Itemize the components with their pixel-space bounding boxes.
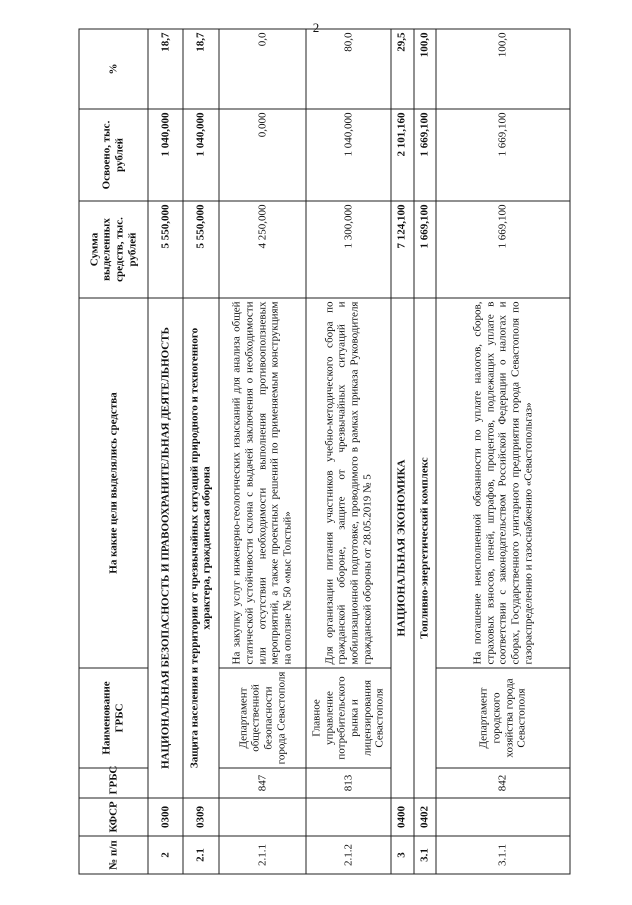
header-pct: % xyxy=(79,29,148,109)
cell-num: 2.1 xyxy=(183,836,218,874)
cell-pct: 29,5 xyxy=(391,29,414,109)
cell-spent: 1 040,000 xyxy=(306,109,390,201)
cell-spent: 1 669,100 xyxy=(414,109,437,201)
header-grbs: ГРБС xyxy=(79,768,148,798)
cell-sum: 5 550,000 xyxy=(148,201,183,298)
header-num: № п/п xyxy=(79,836,148,874)
header-kfsr: КФСР xyxy=(79,798,148,836)
cell-purpose: НАЦИОНАЛЬНАЯ ЭКОНОМИКА xyxy=(391,298,414,798)
cell-pct: 0,0 xyxy=(219,29,307,109)
cell-pct: 18,7 xyxy=(148,29,183,109)
cell-num: 3 xyxy=(391,836,414,874)
cell-purpose: На погашение неисполненной обязанности по уплате налогов, сборов, страховых взносов, пеней, штрафов, процентов, подлежащих уплате в соответствии с законодательством Российской Федерации о налогах и сборах, Государственного унитарного предприятия города Севастополя по газораспределению и газоснабжению «Севастопольгаз» xyxy=(436,298,570,668)
cell-grbs: 813 xyxy=(306,768,390,798)
cell-num: 3.1.1 xyxy=(436,836,570,874)
table-row xyxy=(306,29,390,874)
cell-kfsr: 0400 xyxy=(391,798,414,836)
cell-kfsr xyxy=(306,798,390,836)
cell-sum: 7 124,100 xyxy=(391,201,414,298)
table-row xyxy=(391,29,414,874)
cell-kfsr xyxy=(219,798,307,836)
cell-kfsr xyxy=(436,798,570,836)
cell-kfsr: 0309 xyxy=(183,798,218,836)
cell-purpose: На закупку услуг инженерно-геологических изысканий для анализа общей статической устойчивости склона с выдачей заключения о необходимости или отсутствии необходимости выполнения противооползневых мероприятий, а также проектных решений по применяемым конструкциям на оползне № 50 «мыс Толстый» xyxy=(219,298,307,668)
cell-sum: 5 550,000 xyxy=(183,201,218,298)
cell-sum: 1 300,000 xyxy=(306,201,390,298)
cell-grbs: 847 xyxy=(219,768,307,798)
table-row xyxy=(219,29,307,874)
cell-purpose: Защита населения и территории от чрезвычайных ситуаций природного и техногенного характера, гражданская оборона xyxy=(183,298,218,798)
cell-name: Департамент городского хозяйства города Севастополя xyxy=(436,668,570,768)
cell-spent: 2 101,160 xyxy=(391,109,414,201)
cell-num: 2.1.1 xyxy=(219,836,307,874)
cell-pct: 100,0 xyxy=(414,29,437,109)
header-spent: Освоено, тыс. рублей xyxy=(79,109,148,201)
table-row xyxy=(436,29,570,874)
cell-sum: 1 669,100 xyxy=(436,201,570,298)
cell-spent: 1 669,100 xyxy=(436,109,570,201)
page-number: 2 xyxy=(312,20,320,35)
cell-spent: 0,000 xyxy=(219,109,307,201)
cell-num: 2.1.2 xyxy=(306,836,390,874)
budget-table-sheet xyxy=(79,30,571,875)
cell-sum: 1 669,100 xyxy=(414,201,437,298)
cell-pct: 100,0 xyxy=(436,29,570,109)
cell-purpose: НАЦИОНАЛЬНАЯ БЕЗОПАСНОСТЬ И ПРАВООХРАНИТЕЛЬНАЯ ДЕЯТЕЛЬНОСТЬ xyxy=(148,298,183,798)
cell-spent: 1 040,000 xyxy=(148,109,183,201)
cell-name: Главное управление потребительского рынка и лицензирования Севастополя xyxy=(306,668,390,768)
header-sum: Сумма выделенных средств, тыс. рублей xyxy=(79,201,148,298)
cell-sum: 4 250,000 xyxy=(219,201,307,298)
cell-num: 2 xyxy=(148,836,183,874)
cell-num: 3.1 xyxy=(414,836,437,874)
budget-table xyxy=(79,29,571,875)
cell-kfsr: 0300 xyxy=(148,798,183,836)
table-row xyxy=(183,29,218,874)
header-purpose: На какие цели выделялись средства xyxy=(79,298,148,668)
header-name: Наименование ГРБС xyxy=(79,668,148,768)
header-row xyxy=(79,29,148,874)
cell-pct: 80,0 xyxy=(306,29,390,109)
table-row xyxy=(414,29,437,874)
cell-grbs: 842 xyxy=(436,768,570,798)
table-row xyxy=(148,29,183,874)
cell-kfsr: 0402 xyxy=(414,798,437,836)
cell-purpose: Для организации питания участников учебно-методического сбора по гражданской обороне, защите от чрезвычайных ситуаций и мобилизационной подготовке, проводимого в рамках приказа Руководителя гражданской обороны от 28.05.2019 № 5 xyxy=(306,298,390,668)
cell-pct: 18,7 xyxy=(183,29,218,109)
cell-purpose: Топливно-энергетический комплекс xyxy=(414,298,437,798)
cell-spent: 1 040,000 xyxy=(183,109,218,201)
cell-name: Департамент общественной безопасности города Севастополя xyxy=(219,668,307,768)
